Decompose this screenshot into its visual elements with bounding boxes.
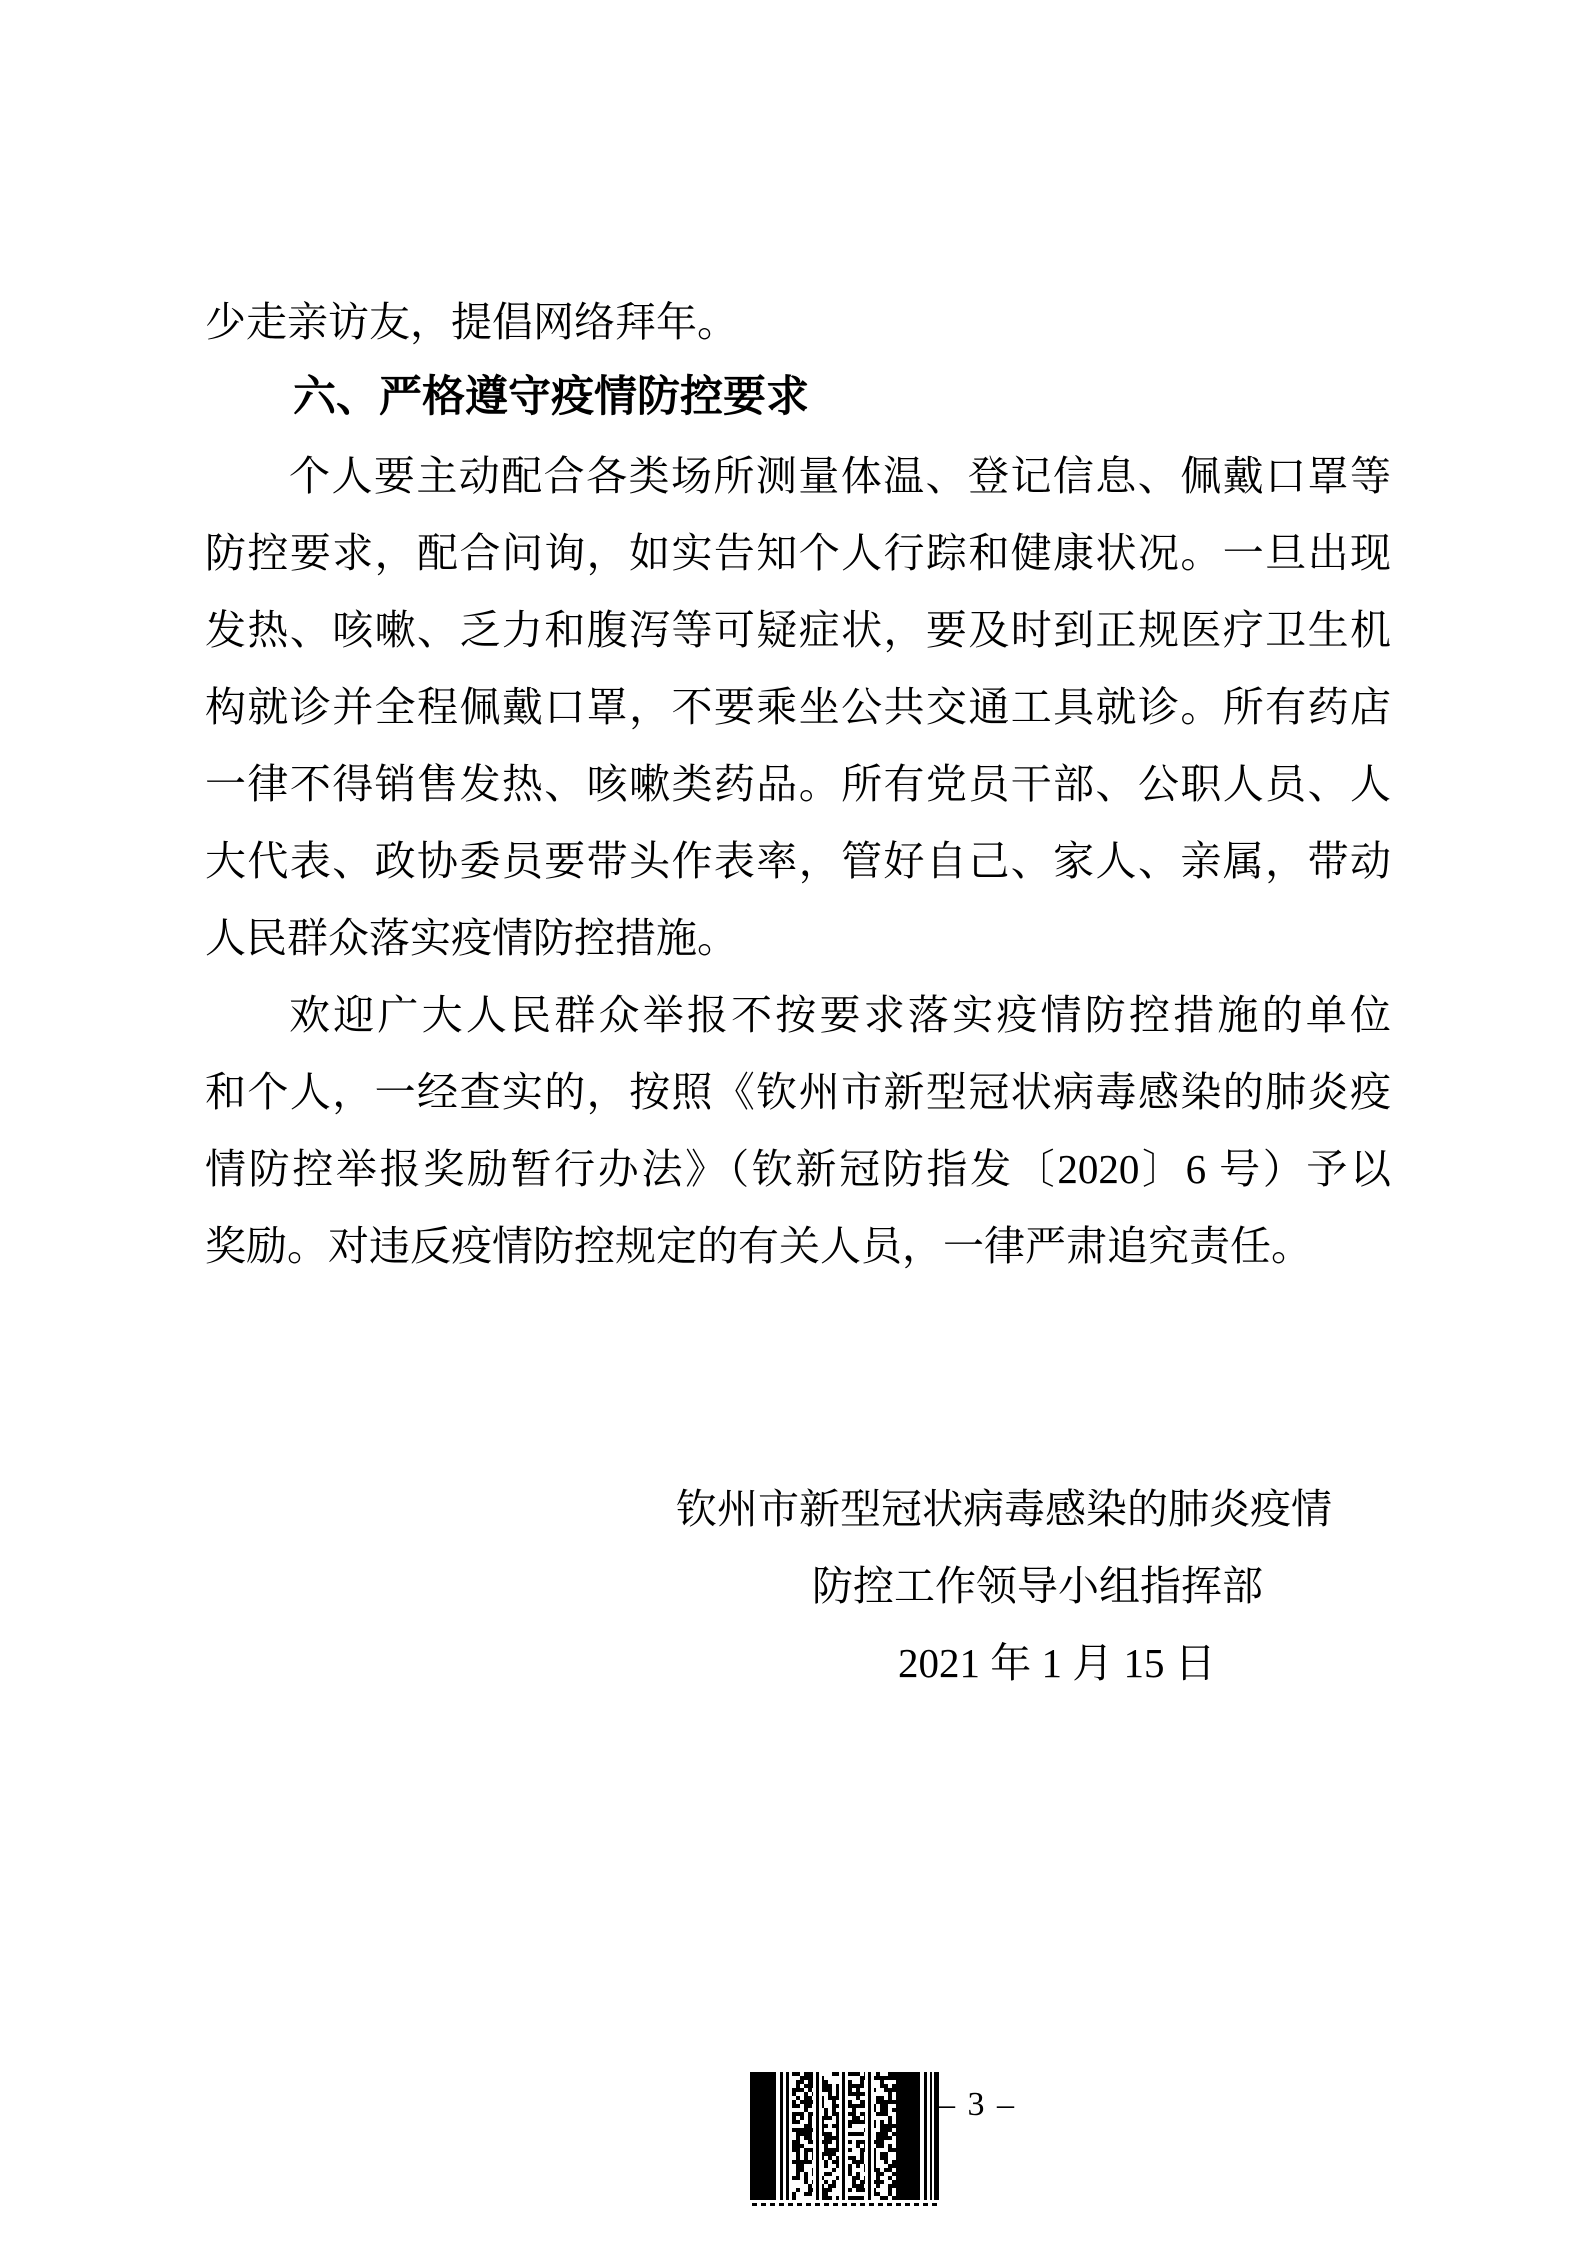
body-line-intro: 少走亲访友，提倡网络拜年。 <box>205 299 738 345</box>
paragraph1-line: 大代表、政协委员要带头作表率，管好自己、家人、亲属，带动 <box>205 838 1391 884</box>
paragraph2-line: 奖励。对违反疫情防控规定的有关人员，一律严肃追究责任。 <box>205 1223 1312 1269</box>
paragraph2-line: 欢迎广大人民群众举报不按要求落实疫情防控措施的单位 <box>289 992 1391 1038</box>
section-heading: 六、严格遵守疫情防控要求 <box>293 373 809 421</box>
barcode-image <box>750 2072 940 2208</box>
paragraph2-line: 情防控举报奖励暂行办法》（钦新冠防指发〔2020〕6 号）予以 <box>205 1146 1391 1192</box>
signature-org-line-2: 防控工作领导小组指挥部 <box>812 1563 1263 1609</box>
paragraph1-line: 个人要主动配合各类场所测量体温、登记信息、佩戴口罩等 <box>289 453 1391 499</box>
page-number: – 3 – <box>938 2086 1016 2123</box>
paragraph1-line: 发热、咳嗽、乏力和腹泻等可疑症状，要及时到正规医疗卫生机 <box>205 607 1391 653</box>
paragraph2-line: 和个人，一经查实的，按照《钦州市新型冠状病毒感染的肺炎疫 <box>205 1069 1391 1115</box>
paragraph1-line: 一律不得销售发热、咳嗽类药品。所有党员干部、公职人员、人 <box>205 761 1391 807</box>
paragraph1-line: 构就诊并全程佩戴口罩，不要乘坐公共交通工具就诊。所有药店 <box>205 684 1391 730</box>
signature-date: 2021 年 1 月 15 日 <box>898 1640 1216 1686</box>
paragraph1-line: 防控要求，配合问询，如实告知个人行踪和健康状况。一旦出现 <box>205 530 1391 576</box>
signature-org-line-1: 钦州市新型冠状病毒感染的肺炎疫情 <box>676 1486 1332 1532</box>
paragraph1-line: 人民群众落实疫情防控措施。 <box>205 915 738 961</box>
